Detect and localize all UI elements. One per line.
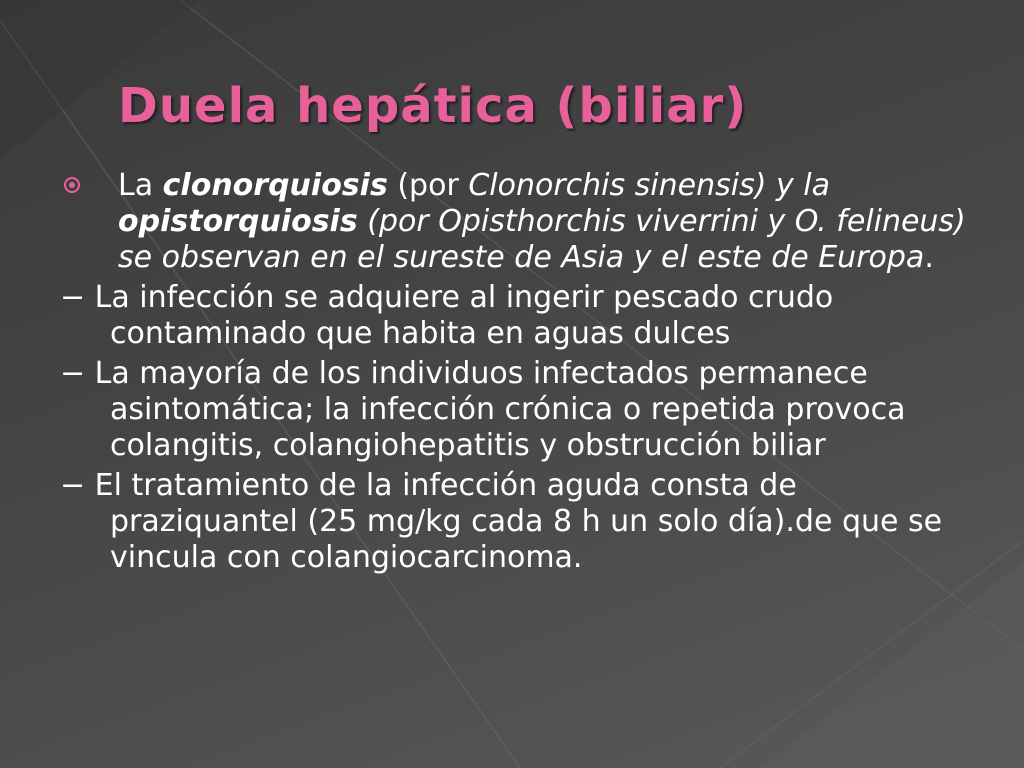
opistorquiosis-term: opistorquiosis bbox=[118, 204, 358, 239]
point-infection-source: − La infección se adquiere al ingerir pescado crudo contaminado que habita en aguas dulces bbox=[60, 280, 834, 351]
point-symptoms: − La mayoría de los individuos infectados permanece asintomática; la infección crónica o repetida provoca colangitis, colangiohepatitis y obstrucción biliar bbox=[60, 356, 906, 463]
intro-text: La clonorquiosis (por Clonorchis sinensis) y la opistorquiosis (por Opisthorchis viverrini y O. felineus) se observan en el sureste de Asia y el este de Europa. bbox=[118, 168, 966, 275]
slide-content bbox=[58, 168, 978, 580]
circle-bullet-icon bbox=[64, 177, 80, 193]
slide-title: Duela hepática (biliar) bbox=[118, 78, 748, 134]
clonorquiosis-term: clonorquiosis bbox=[162, 168, 388, 203]
point-treatment: − El tratamiento de la infección aguda consta de praziquantel (25 mg/kg cada 8 h un solo día).de que se vincula con colangiocarcinoma. bbox=[60, 468, 943, 575]
intro-paragraph bbox=[58, 168, 978, 276]
